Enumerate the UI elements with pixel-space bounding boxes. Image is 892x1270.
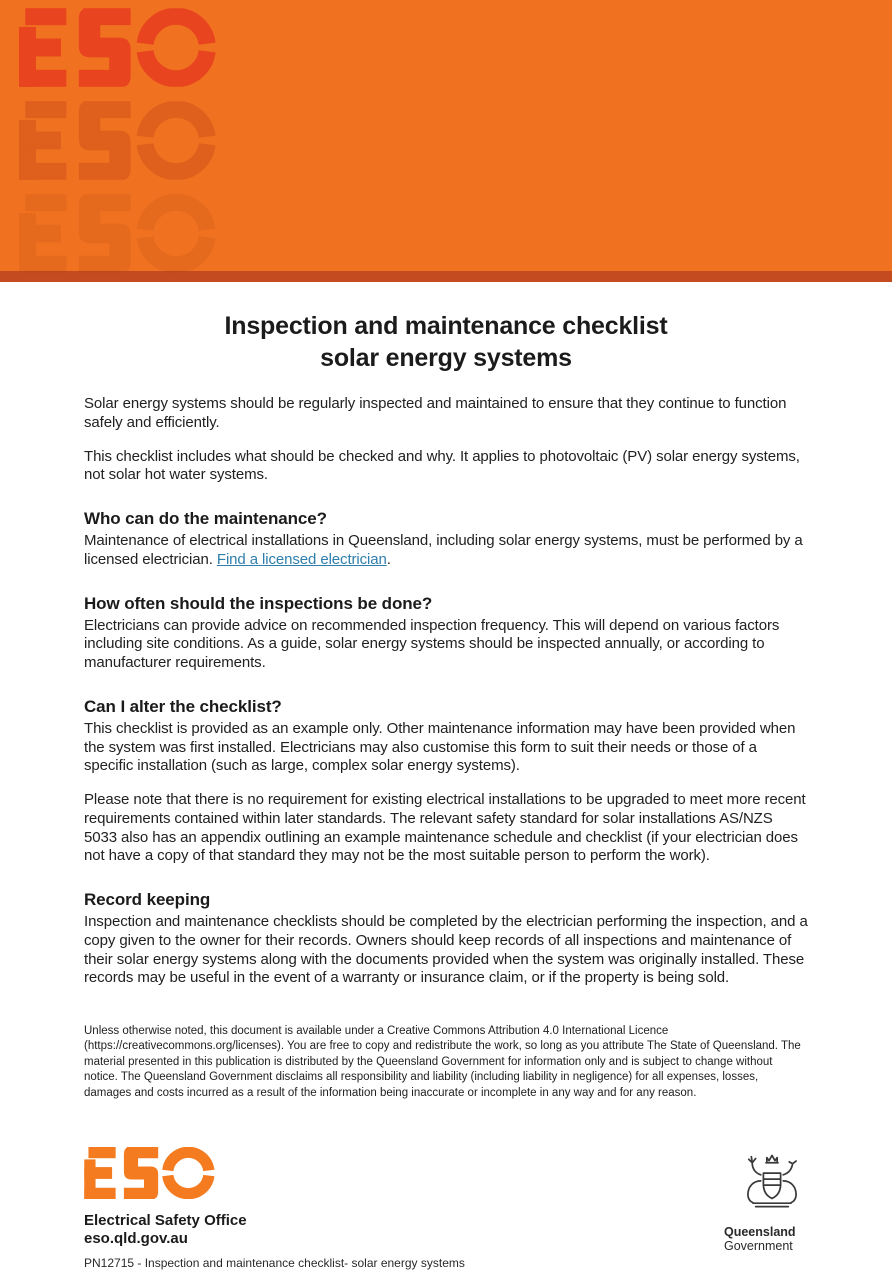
- footer: [0, 1147, 892, 1270]
- gov-label-government: Government: [724, 1239, 793, 1254]
- intro-paragraph-2: This checklist includes what should be checked and why. It applies to photovoltaic (PV) solar energy systems, not solar hot water systems.: [84, 447, 800, 484]
- paragraph-inspection-frequency: Electricians can provide advice on recommended inspection frequency. This will depend on various factors including site conditions. As a guide, solar energy systems should be inspected annually, or according to manufacturer requirements.: [84, 616, 780, 671]
- heading-alter-checklist: Can I alter the checklist?: [84, 696, 282, 716]
- paragraph-who-can-do-maintenance: [84, 532, 808, 570]
- heading-inspection-frequency: How often should the inspections be done?: [84, 593, 433, 613]
- header-banner: [0, 0, 892, 271]
- document-reference: PN12715 - Inspection and maintenance checklist- solar energy systems: [84, 1256, 465, 1270]
- queensland-coat-of-arms-icon: [729, 1149, 815, 1223]
- heading-record-keeping: Record keeping: [84, 890, 211, 909]
- maintenance-text: Maintenance of electrical installations in Queensland, including solar energy systems, must be performed by a licensed electrician.: [84, 532, 803, 568]
- maintenance-text-end: .: [386, 550, 391, 568]
- website-url: eso.qld.gov.au: [84, 1230, 188, 1248]
- footer-left: [84, 1147, 465, 1270]
- paragraph-record-keeping: Inspection and maintenance checklists should be completed by the electrician performing the inspection, and a copy given to the owner for their records. Owners should keep records of all inspections and maintenance of their solar energy systems along with the documents provided when the system was originally installed. These records may be useful in the event of a warranty or insurance claim, or if the property is being sold.: [84, 913, 808, 987]
- page-title-line1: Inspection and maintenance checklist: [224, 312, 668, 340]
- document-body: [0, 311, 892, 1101]
- queensland-government-block: [724, 1149, 820, 1254]
- intro-paragraph-1: Solar energy systems should be regularly inspected and maintained to ensure that they continue to function safely and efficiently.: [84, 395, 787, 431]
- gov-label-queensland: Queensland: [724, 1225, 796, 1240]
- paragraph-alter-checklist: This checklist is provided as an example only. Other maintenance information may have been provided when the system was first installed. Electricians may also customise this form to suit their needs or those of a specific installation (such as large, complex solar energy systems).: [84, 719, 796, 775]
- page-title-line2: solar energy systems: [320, 343, 572, 372]
- page-title: [84, 311, 808, 374]
- copyright-disclaimer: Unless otherwise noted, this document is available under a Creative Commons Attribution 4.0 International Licence (https://creativecommons.org/licenses). You are free to copy and redistribute the work, so long as you attribute The State of Queensland. The material presented in this publication is distributed by the Queensland Government for information only and is subject to change without notice. The Queensland Government disclaims all responsibility and liability (including liability in negligence) for all expenses, losses, damages and costs incurred as a result of the information being inaccurate or incomplete in any way and for any reason.: [84, 1025, 801, 1099]
- eso-logo-watermark-1: [19, 8, 219, 87]
- find-licensed-electrician-link[interactable]: Find a licensed electrician: [216, 550, 387, 568]
- paragraph-standards-note: Please note that there is no requirement for existing electrical installations to be upgraded to meet more recent requirements contained within later standards. The relevant safety standard for solar installations AS/NZS 5033 also has an appendix outlining an example maintenance schedule and checklist (if your electrician does not have a copy of that standard they may not be the most suitable person to perform the work).: [84, 791, 806, 865]
- eso-logo-footer: [84, 1147, 217, 1199]
- organisation-name: Electrical Safety Office: [84, 1212, 247, 1230]
- eso-logo-watermark-2: [19, 101, 219, 180]
- heading-who-can-do-maintenance: Who can do the maintenance?: [84, 509, 327, 528]
- eso-logo-watermark-3: [19, 194, 219, 273]
